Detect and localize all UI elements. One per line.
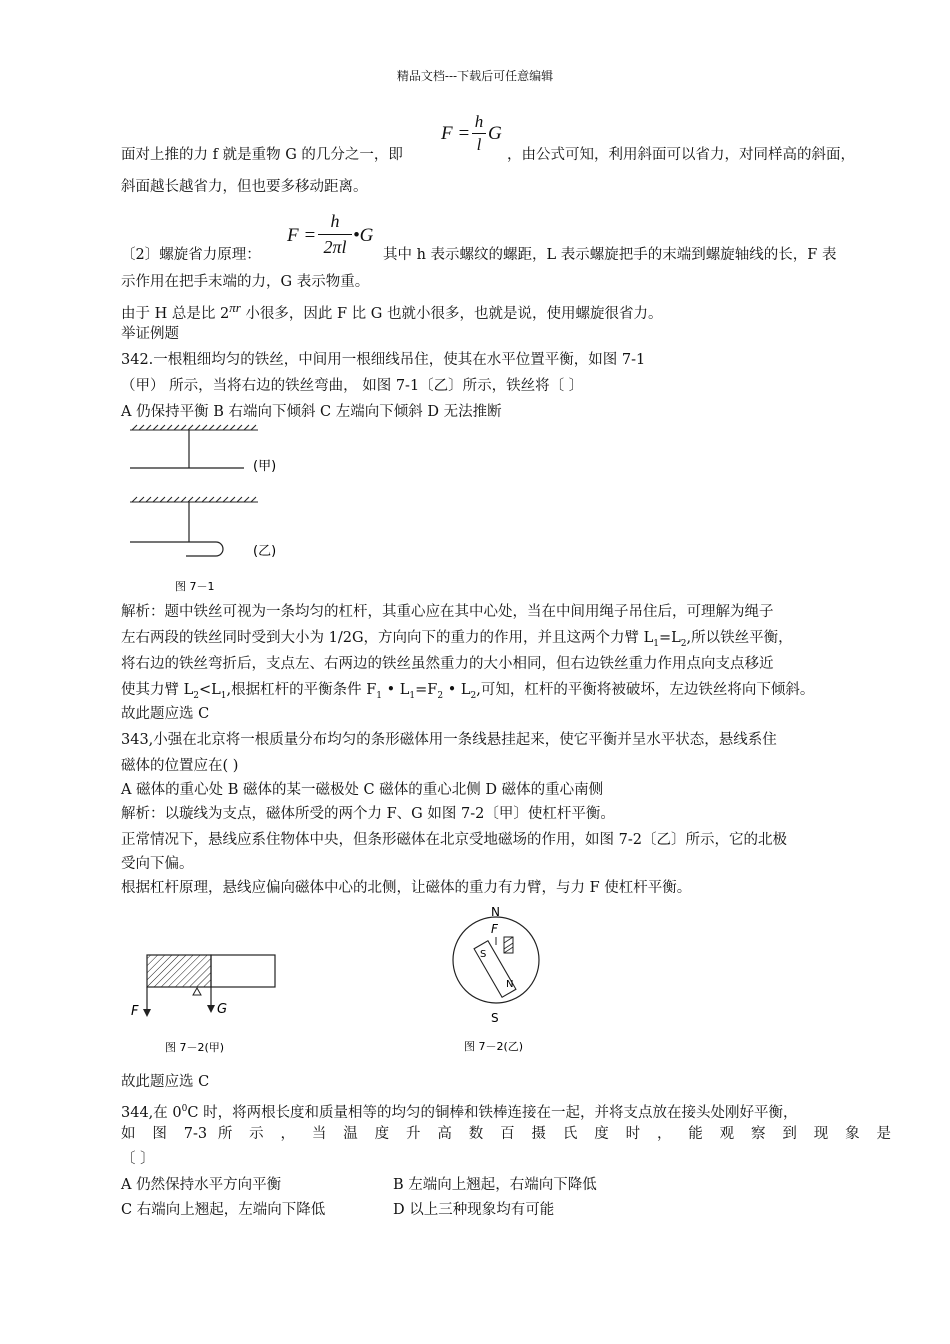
text-line: 正常情况下，悬线应系住物体中央，但条形磁体在北京受地磁场的作用，如图 7-2〔乙〕所示，它的北极 bbox=[121, 832, 787, 848]
force-g-arrow bbox=[207, 1005, 215, 1013]
options-342: A 仍保持平衡 B 右端向下倾斜 C 左端向下倾斜 D 无法推断 bbox=[121, 404, 502, 420]
options-343: A 磁体的重心处 B 磁体的某一磁极处 C 磁体的重心北侧 D 磁体的重心南侧 bbox=[121, 782, 604, 798]
formula1-numerator: h bbox=[474, 112, 484, 131]
formula1-rhs: G bbox=[488, 123, 502, 144]
label-bar-n: N bbox=[506, 979, 514, 990]
formula1-denominator: l bbox=[476, 135, 482, 154]
fraction-bar bbox=[472, 133, 486, 134]
ceiling-hatch-top bbox=[130, 425, 258, 430]
text-line: 面对上推的力 f 就是重物 G 的几分之一，即 bbox=[121, 147, 403, 163]
formula1-lhs: F = bbox=[441, 123, 471, 144]
magnet-plain-half bbox=[211, 955, 275, 987]
text-line: 根据杠杆原理，悬线应偏向磁体中心的北侧，让磁体的重力有力臂，与力 F 使杠杆平衡。 bbox=[121, 880, 692, 896]
answer-342: 故此题应选 C bbox=[121, 706, 210, 722]
fulcrum-triangle bbox=[193, 988, 201, 995]
label-jia: (甲) bbox=[253, 459, 277, 474]
magnet-hatched-half bbox=[147, 955, 211, 987]
answer-343: 故此题应选 C bbox=[121, 1074, 210, 1090]
figure-7-2-jia bbox=[125, 945, 285, 1060]
small-marker bbox=[504, 937, 513, 953]
formula2-rhs: •G bbox=[353, 225, 374, 246]
label-f: F bbox=[491, 922, 498, 936]
text-line: ，由公式可知，利用斜面可以省力，对同样高的斜面， bbox=[507, 147, 855, 163]
option-b-344: B 左端向上翘起，右端向下降低 bbox=[393, 1177, 597, 1193]
text-line: 〔 〕 bbox=[121, 1151, 155, 1167]
formula2-denominator: 2πl bbox=[323, 237, 347, 257]
text-line-justified: 如 图 7-3 所 示 ， 当 温 度 升 高 数 百 摄 氏 度 时 ， 能 观 察 到 现 象 是 bbox=[121, 1126, 891, 1142]
question-343: 343,小强在北京将一根质量分布均匀的条形磁体用一条线悬挂起来，使它平衡并呈水平状态，悬线系住 bbox=[121, 732, 777, 748]
text-span: 小很多，因此 F 比 G 也就小很多，也就是说，使用螺旋很省力。 bbox=[240, 306, 663, 322]
small-marker-hatch bbox=[504, 937, 513, 953]
text-line: 磁体的位置应在( ) bbox=[121, 758, 239, 774]
figure-caption: 图 7－2(乙) bbox=[464, 1040, 524, 1053]
formula2-lhs: F = bbox=[287, 225, 317, 246]
label-north: N bbox=[491, 905, 500, 919]
question-344: 344,在 $0^0C$ 时，将两根长度和质量相等的均匀的铜棒和铁棒连接在一起，并将支点放在接头处刚好平衡， bbox=[121, 1104, 798, 1121]
figure-caption: 图 7－2(甲) bbox=[165, 1041, 225, 1054]
text-line bbox=[121, 298, 662, 324]
text-line: 其中 h 表示螺纹的螺距，L 表示螺旋把手的末端到螺旋轴线的长，F 表 bbox=[383, 247, 837, 263]
text-line: 将右边的铁丝弯折后，支点左、右两边的铁丝虽然重力的大小相同，但右边铁丝重力作用点向支点移近 bbox=[121, 656, 774, 672]
analysis-343: 解析：以璇线为支点，磁体所受的两个力 F、G 如图 7-2〔甲〕使杠杆平衡。 bbox=[121, 806, 615, 822]
force-f-arrow bbox=[143, 1009, 151, 1017]
text-line: 使其力臂 $L_2<L_1$,根据杠杆的平衡条件 $F_1$ • $L_1=F_2$ • $L_2$,可知，杠杆的平衡将被破坏，左边铁丝将向下倾斜。 bbox=[121, 682, 815, 701]
text-span: 由于 H 总是比 2 bbox=[121, 306, 230, 322]
text-line: 左右两段的铁丝同时受到大小为 1/2G，方向向下的重力的作用，并且这两个力臂 $L_1=L_2$,所以铁丝平衡， bbox=[121, 630, 793, 649]
ceiling-hatch-bottom bbox=[130, 497, 258, 502]
label-bar-s: S bbox=[480, 949, 487, 960]
wire-bent bbox=[130, 542, 223, 556]
label-south: S bbox=[491, 1011, 499, 1025]
text-line: （甲） 所示，当将右边的铁丝弯曲， 如图 7-1〔乙〕所示，铁丝将〔 〕 bbox=[121, 378, 584, 394]
text-line: 斜面越长越省力，但也要多移动距离。 bbox=[121, 179, 368, 195]
fraction-bar bbox=[318, 234, 352, 235]
label-f: F bbox=[131, 1004, 139, 1019]
math-pi-r: πr bbox=[229, 300, 241, 315]
figure-7-1 bbox=[120, 420, 320, 600]
figure-caption: 图 7－1 bbox=[175, 580, 215, 593]
figure-7-2-yi bbox=[440, 905, 580, 1060]
option-c-344: C 右端向上翘起，左端向下降低 bbox=[121, 1202, 326, 1218]
option-d-344: D 以上三种现象均有可能 bbox=[393, 1202, 555, 1218]
text-line: 〔2〕螺旋省力原理： bbox=[121, 247, 261, 263]
analysis-342: 解析：题中铁丝可视为一条均匀的杠杆，其重心应在其中心处，当在中间用绳子吊住后，可理解为绳子 bbox=[121, 604, 774, 620]
text-line: 示作用在把手末端的力，G 表示物重。 bbox=[121, 274, 370, 290]
section-heading: 举证例题 bbox=[121, 326, 179, 342]
question-342: 342.一根粗细均匀的铁丝，中间用一根细线吊住，使其在水平位置平衡，如图 7-1 bbox=[121, 352, 646, 368]
formula2-numerator: h bbox=[330, 211, 340, 231]
label-g: G bbox=[217, 1002, 228, 1017]
label-yi: (乙) bbox=[253, 544, 277, 559]
page-header: 精品文档---下载后可任意编辑 bbox=[396, 69, 554, 83]
option-a-344: A 仍然保持水平方向平衡 bbox=[121, 1177, 282, 1193]
text-line: 受向下偏。 bbox=[121, 856, 194, 872]
